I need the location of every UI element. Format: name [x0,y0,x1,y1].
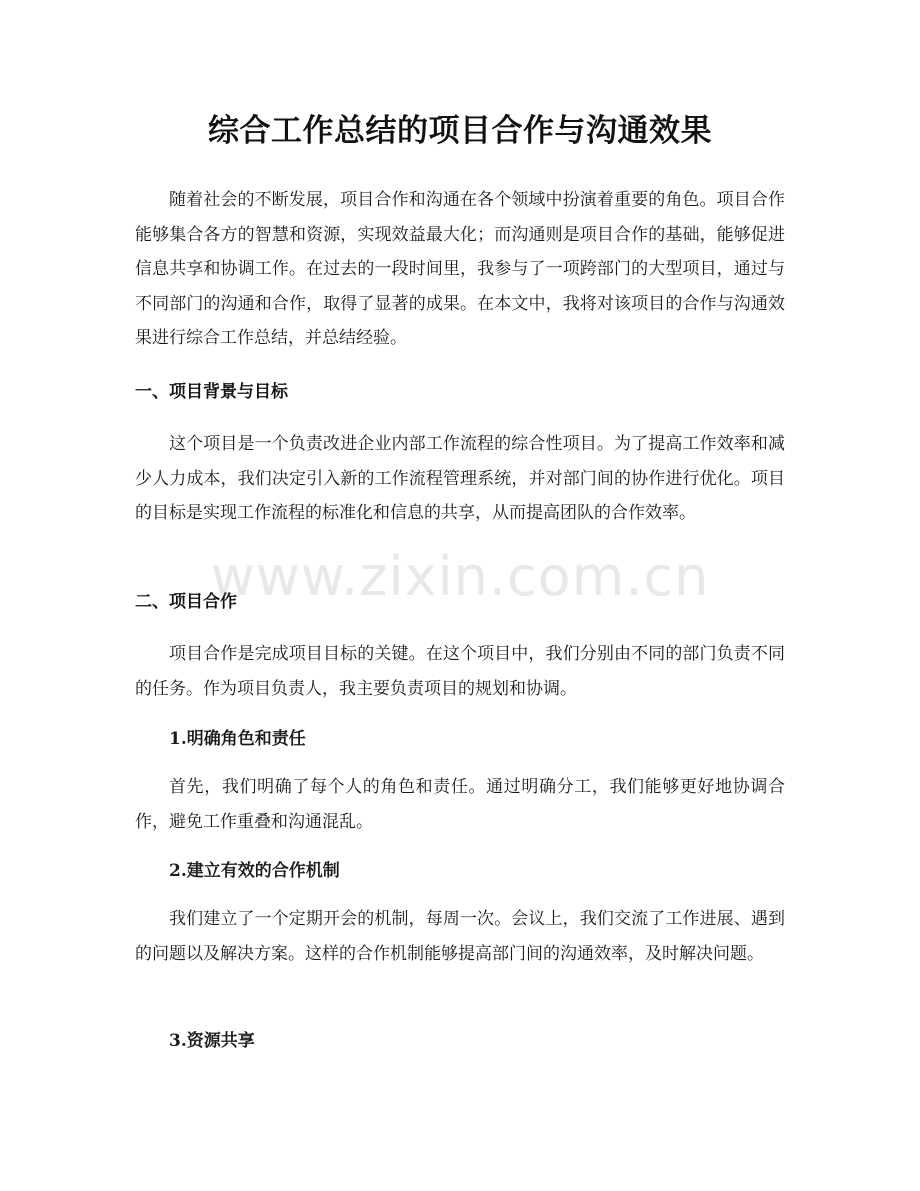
section-heading-background: 一、项目背景与目标 [135,382,288,402]
subheading-roles: 1.明确角色和责任 [169,729,306,749]
intro-paragraph: 随着社会的不断发展，项目合作和沟通在各个领域中扮演着重要的角色。项目合作能够集合各方的智慧和资源，实现效益最大化；而沟通则是项目合作的基础，能够促进信息共享和协调工作。在过去的一段时间里，我参与了一项跨部门的大型项目，通过与不同部门的沟通和合作，取得了显著的成果。在本文中，我将对该项目的合作与沟通效果进行综合工作总结，并总结经验。 [135,190,785,348]
roles-paragraph: 首先，我们明确了每个人的角色和责任。通过明确分工，我们能够更好地协调合作，避免工作重叠和沟通混乱。 [135,777,785,832]
mechanism-paragraph: 我们建立了一个定期开会的机制，每周一次。会议上，我们交流了工作进展、遇到的问题以及解决方案。这样的合作机制能够提高部门间的沟通效率，及时解决问题。 [135,909,785,964]
section-cooperation-paragraph: 项目合作是完成项目目标的关键。在这个项目中，我们分别由不同的部门负责不同的任务。作为项目负责人，我主要负责项目的规划和协调。 [135,644,785,699]
section-background-paragraph: 这个项目是一个负责改进企业内部工作流程的综合性项目。为了提高工作效率和减少人力成本，我们决定引入新的工作流程管理系统，并对部门间的协作进行优化。项目的目标是实现工作流程的标准化和信息的共享，从而提高团队的合作效率。 [135,434,785,523]
watermark: www.zixin.com.cn [210,545,710,608]
document-title: 综合工作总结的项目合作与沟通效果 [208,113,712,149]
section-heading-cooperation: 二、项目合作 [135,592,237,612]
subheading-mechanism: 2.建立有效的合作机制 [169,861,340,881]
subheading-resource-sharing: 3.资源共享 [169,1031,255,1051]
